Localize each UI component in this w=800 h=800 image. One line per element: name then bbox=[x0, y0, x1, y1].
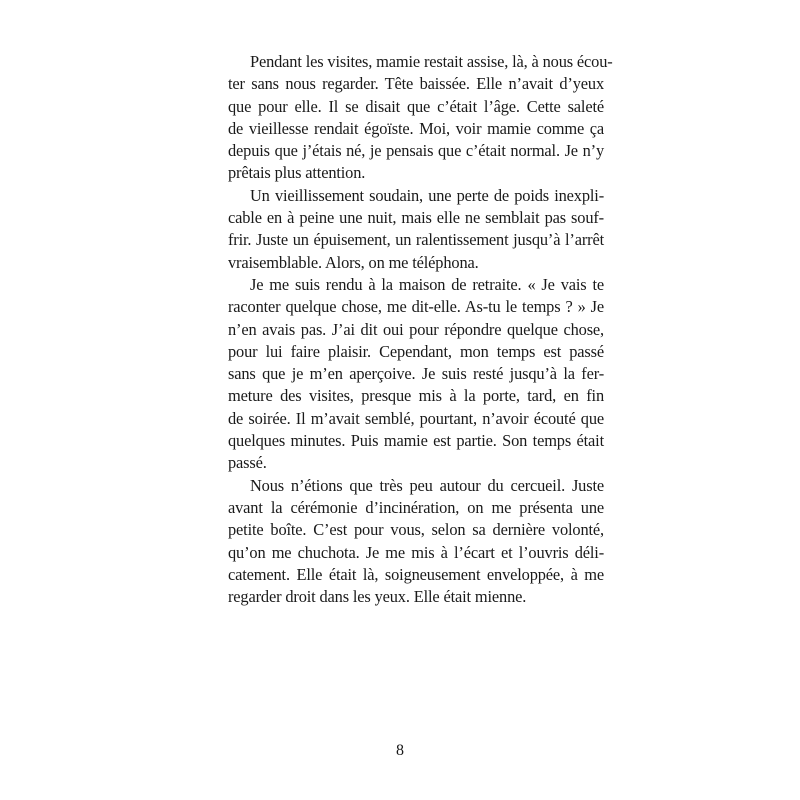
text-line: Je me suis rendu à la maison de retraite. « Je vais te bbox=[250, 274, 604, 294]
paragraph-2 bbox=[228, 185, 604, 274]
text-line: catement. Elle était là, soigneusement enveloppée, à me bbox=[228, 564, 604, 584]
text-line: quelques minutes. Puis mamie est partie. Son temps était bbox=[228, 431, 604, 451]
text-line: cable en à peine une nuit, mais elle ne semblait pas souf- bbox=[228, 208, 604, 228]
page-number: 8 bbox=[396, 742, 404, 759]
text-line: ter sans nous regarder. Tête baissée. Elle n’avait d’yeux bbox=[228, 74, 604, 94]
paragraph-4 bbox=[228, 475, 604, 609]
text-line: de soirée. Il m’avait semblé, pourtant, n’avoir écouté que bbox=[228, 408, 604, 428]
text-line: passé. bbox=[228, 453, 267, 473]
text-line: de vieillesse rendait égoïste. Moi, voir mamie comme ça bbox=[228, 118, 604, 138]
text-body bbox=[228, 51, 613, 608]
text-line: n’en avais pas. J’ai dit oui pour répondre quelque chose, bbox=[228, 319, 604, 339]
text-line: Pendant les visites, mamie restait assise, là, à nous écou- bbox=[250, 52, 613, 71]
text-line: regarder droit dans les yeux. Elle était mienne. bbox=[228, 587, 527, 607]
text-line: sans que je m’en aperçoive. Je suis resté jusqu’à la fer- bbox=[228, 364, 604, 384]
paragraph-3 bbox=[228, 274, 604, 475]
text-line: depuis que j’étais né, je pensais que c’était normal. Je n’y bbox=[228, 141, 604, 161]
text-line: petite boîte. C’est pour vous, selon sa dernière volonté, bbox=[228, 520, 604, 540]
text-line: que pour elle. Il se disait que c’était l’âge. Cette saleté bbox=[228, 96, 604, 116]
text-line: qu’on me chuchota. Je me mis à l’écart et l’ouvris déli- bbox=[228, 542, 604, 562]
paragraph-1 bbox=[228, 51, 613, 185]
text-line: pour lui faire plaisir. Cependant, mon temps est passé bbox=[228, 341, 604, 361]
text-line: Un vieillissement soudain, une perte de poids inexpli- bbox=[250, 185, 604, 205]
text-line: meture des visites, presque mis à la porte, tard, en fin bbox=[228, 386, 604, 406]
text-line: prêtais plus attention. bbox=[228, 163, 366, 183]
text-line: vraisemblable. Alors, on me téléphona. bbox=[228, 252, 479, 272]
text-line: frir. Juste un épuisement, un ralentissement jusqu’à l’arrêt bbox=[228, 230, 604, 250]
text-line: raconter quelque chose, me dit-elle. As-tu le temps ? » Je bbox=[228, 297, 604, 317]
text-line: Nous n’étions que très peu autour du cercueil. Juste bbox=[250, 475, 604, 495]
text-line: avant la cérémonie d’incinération, on me présenta une bbox=[228, 497, 604, 517]
